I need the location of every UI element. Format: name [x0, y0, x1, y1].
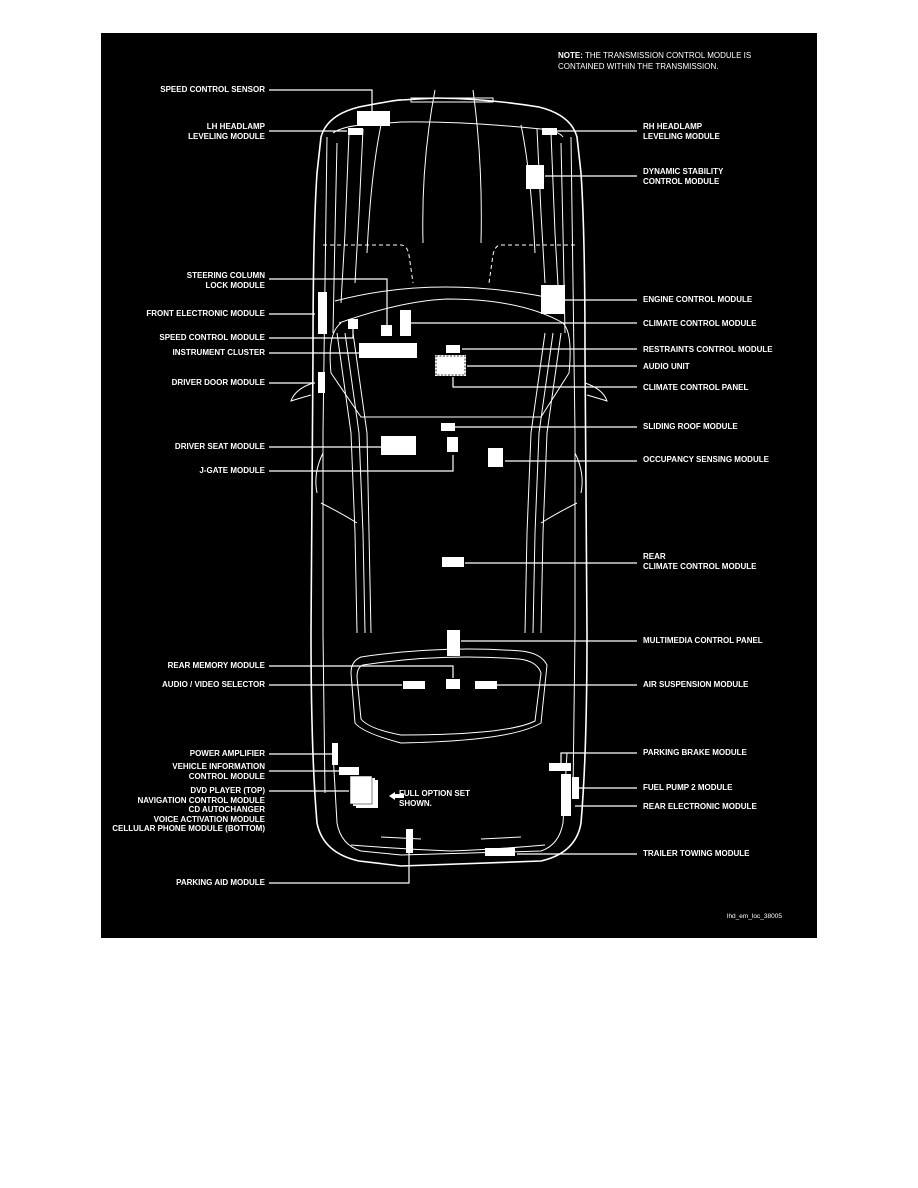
label-instrument-cluster: INSTRUMENT CLUSTER [172, 348, 265, 357]
note-line-2: CONTAINED WITHIN THE TRANSMISSION. [558, 62, 719, 71]
note-prefix: NOTE: [558, 51, 583, 60]
module-location-diagram [101, 33, 817, 938]
label-dynamic-stability-control-module: DYNAMIC STABILITY CONTROL MODULE [643, 167, 724, 186]
label-driver-seat-module: DRIVER SEAT MODULE [174, 442, 265, 451]
label-parking-brake-module: PARKING BRAKE MODULE [643, 748, 747, 757]
label-steering-column-lock-module: STEERING COLUMN LOCK MODULE [186, 271, 265, 290]
label-fuel-pump-2-module: FUEL PUMP 2 MODULE [643, 783, 733, 792]
label-climate-control-module: CLIMATE CONTROL MODULE [643, 319, 757, 328]
label-driver-door-module: DRIVER DOOR MODULE [171, 378, 265, 387]
label-vehicle-information-control-module: VEHICLE INFORMATION CONTROL MODULE [172, 762, 265, 781]
label-audio-video-selector: AUDIO / VIDEO SELECTOR [162, 680, 265, 689]
label-trailer-towing-module: TRAILER TOWING MODULE [643, 849, 750, 858]
label-rear-climate-control-module: REAR CLIMATE CONTROL MODULE [643, 552, 757, 571]
label-climate-control-panel: CLIMATE CONTROL PANEL [643, 383, 749, 392]
label-multimedia-control-panel: MULTIMEDIA CONTROL PANEL [643, 636, 763, 645]
label-lh-headlamp-leveling-module: LH HEADLAMP LEVELING MODULE [188, 122, 265, 141]
full-option-set-callout: FULL OPTION SET SHOWN. [399, 789, 470, 808]
label-speed-control-sensor: SPEED CONTROL SENSOR [160, 85, 265, 94]
label-rh-headlamp-leveling-module: RH HEADLAMP LEVELING MODULE [643, 122, 720, 141]
label-speed-control-module: SPEED CONTROL MODULE [159, 333, 265, 342]
label-parking-aid-module: PARKING AID MODULE [176, 878, 265, 887]
label-engine-control-module: ENGINE CONTROL MODULE [643, 295, 753, 304]
label-air-suspension-module: AIR SUSPENSION MODULE [643, 680, 749, 689]
label-front-electronic-module: FRONT ELECTRONIC MODULE [146, 309, 265, 318]
label-audio-unit: AUDIO UNIT [643, 362, 690, 371]
label-rear-electronic-module: REAR ELECTRONIC MODULE [643, 802, 757, 811]
label-dvd-navigation-stack: DVD PLAYER (TOP) NAVIGATION CONTROL MODULE CD AUTOCHANGER VOICE ACTIVATION MODULE CELLULAR PHONE MODULE (BOTTOM) [112, 786, 265, 833]
transmission-note [558, 50, 751, 72]
label-rear-memory-module: REAR MEMORY MODULE [167, 661, 265, 670]
label-power-amplifier: POWER AMPLIFIER [189, 749, 265, 758]
label-occupancy-sensing-module: OCCUPANCY SENSING MODULE [643, 455, 769, 464]
label-restraints-control-module: RESTRAINTS CONTROL MODULE [643, 345, 773, 354]
label-j-gate-module: J-GATE MODULE [199, 466, 265, 475]
label-sliding-roof-module: SLIDING ROOF MODULE [643, 422, 738, 431]
figure-id: lhd_em_loc_38005 [727, 913, 782, 920]
note-line-1: THE TRANSMISSION CONTROL MODULE IS [582, 51, 752, 60]
